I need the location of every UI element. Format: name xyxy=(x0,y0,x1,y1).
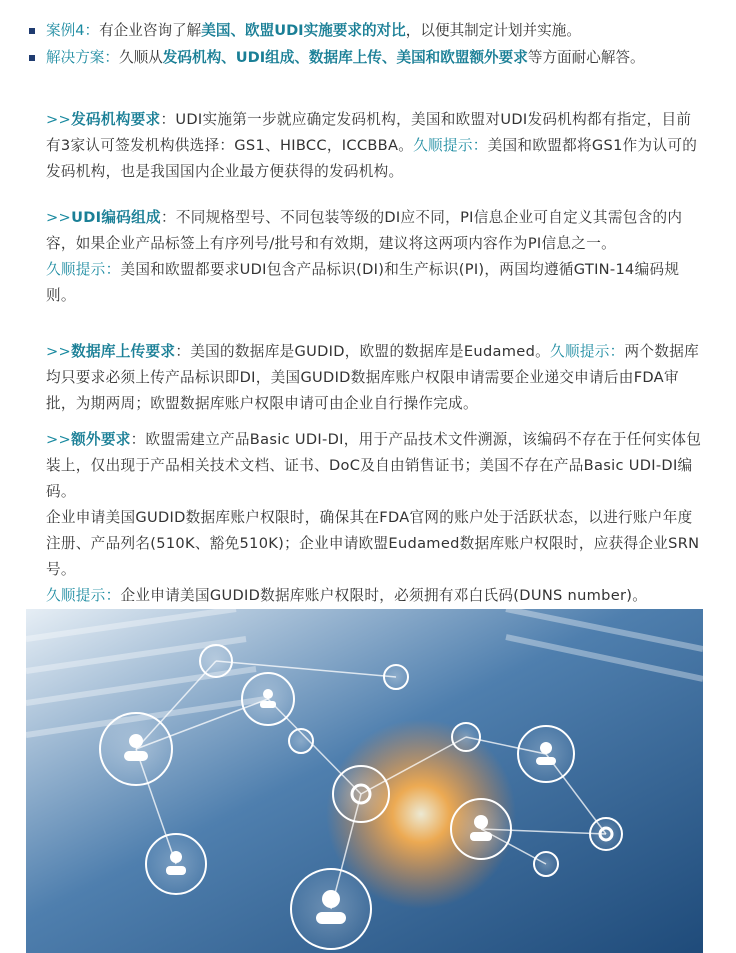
solution-text-b: 等方面耐心解答。 xyxy=(527,49,645,66)
tip-line xyxy=(46,257,706,309)
section-prefix: >> xyxy=(46,431,72,448)
section-body: 美国的数据库是GUDID，欧盟的数据库是Eudamed。 xyxy=(190,343,551,360)
case-text xyxy=(46,18,712,44)
section-colon: ： xyxy=(160,111,176,128)
tip-label: 久顺提示： xyxy=(413,137,488,154)
tip-line xyxy=(46,583,706,609)
section-body: UDI实施第一步就应确定发码机构，美国和欧盟对UDI发码机构都有指定，目前有3家认可签发机构供选择：GS1、HIBCC，ICCBBA。 xyxy=(46,111,692,154)
solution-text xyxy=(46,45,712,71)
solution-emphasis: 发码机构、UDI组成、数据库上传、美国和欧盟额外要求 xyxy=(162,49,528,66)
case-label: 案例4： xyxy=(46,22,100,39)
section-issuer xyxy=(46,107,706,185)
section-database xyxy=(46,339,706,417)
section-body: 欧盟需建立产品Basic UDI-DI，用于产品技术文件溯源，该编码不存在于任何实体包装上，仅出现于产品相关技术文档、证书、DoC及自由销售证书；美国不存在产品Basic UDI-DI编码。 xyxy=(46,431,702,500)
tip-text: 美国和欧盟都要求UDI包含产品标识(DI)和生产标识(PI)，两国均遵循GTIN-14编码规则。 xyxy=(46,261,680,304)
section-title: 数据库上传要求 xyxy=(71,343,176,360)
section-colon: ： xyxy=(130,431,146,448)
case-emphasis: 美国、欧盟UDI实施要求的对比 xyxy=(201,22,406,39)
tip-label: 久顺提示： xyxy=(46,261,121,278)
case-text-a: 有企业咨询了解 xyxy=(99,22,202,39)
section-body-2: 企业申请美国GUDID数据库账户权限时，确保其在FDA官网的账户处于活跃状态，以进行账户年度注册、产品列名(510K、豁免510K)；企业申请欧盟Eudamed数据库账户权限时，应获得企业SRN号。 xyxy=(46,509,700,578)
section-prefix: >> xyxy=(46,343,72,360)
section-title: UDI编码组成 xyxy=(71,209,161,226)
section-title: 额外要求 xyxy=(71,431,131,448)
tip-label: 久顺提示： xyxy=(46,587,121,604)
solution-label: 解决方案： xyxy=(46,49,119,66)
section-extra xyxy=(46,427,706,609)
bullet-square-icon xyxy=(29,28,35,34)
section-colon: ： xyxy=(175,343,191,360)
section-prefix: >> xyxy=(46,209,72,226)
network-people-gear-icon xyxy=(26,609,703,953)
case-text-b: ，以便其制定计划并实施。 xyxy=(405,22,581,39)
section-prefix: >> xyxy=(46,111,72,128)
tip-text: 两个数据库均只要求必须上传产品标识即DI，美国GUDID数据库账户权限申请需要企业递交申请后由FDA审批，为期两周；欧盟数据库账户权限申请可由企业自行操作完成。 xyxy=(46,343,700,412)
bullet-square-icon xyxy=(29,55,35,61)
network-illustration xyxy=(26,609,703,953)
tip-text: 美国和欧盟都将GS1作为认可的发码机构，也是我国国内企业最方便获得的发码机构。 xyxy=(46,137,698,180)
section-title: 发码机构要求 xyxy=(71,111,161,128)
section-colon: ： xyxy=(160,209,176,226)
solution-text-a: 久顺从 xyxy=(118,49,163,66)
section-body: 不同规格型号、不同包装等级的DI应不同，PI信息企业可自定义其需包含的内容，如果企业产品标签上有序列号/批号和有效期，建议将这两项内容作为PI信息之一。 xyxy=(46,209,683,252)
tip-label: 久顺提示： xyxy=(550,343,625,360)
section-udi xyxy=(46,205,706,309)
tip-text: 企业申请美国GUDID数据库账户权限时，必须拥有邓白氏码(DUNS number)。 xyxy=(120,587,648,604)
